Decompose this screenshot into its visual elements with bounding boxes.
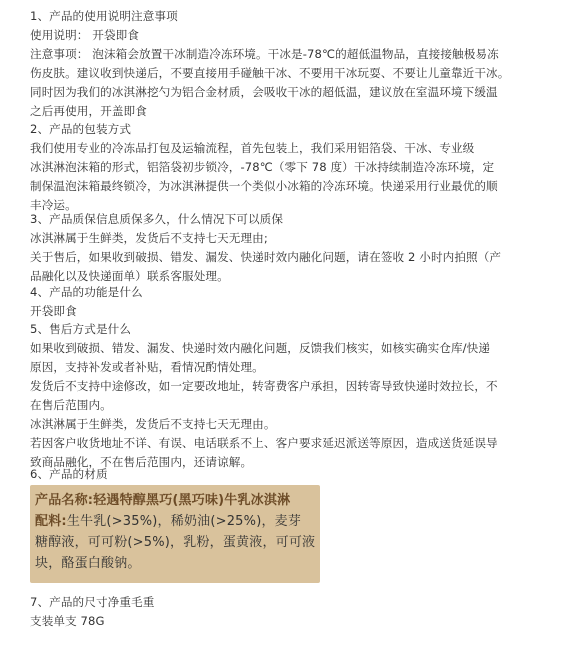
- warranty-line: 关于售后，如果收到破损、错发、漏发、快递时效内融化问题，请在签收 2 小时内拍照（产: [30, 250, 502, 264]
- ingredients-text: 生牛乳(>35%)，稀奶油(>25%)，麦芽: [66, 514, 302, 529]
- ingredients-text: 糖醇液，可可粉(>5%)，乳粉，蛋黄液，可可液: [35, 535, 316, 550]
- card-ingredients-line: [35, 533, 315, 553]
- product-name-value: 轻遇特醇黑巧(黑巧味)牛乳冰淇淋: [93, 493, 291, 508]
- after-sales-line: 发货后不支持中途修改，如一定要改地址，转寄费客户承担，因转寄导致快递时效拉长，不: [30, 379, 498, 393]
- ingredients-label-card: [30, 485, 320, 583]
- function-line: 开袋即食: [30, 304, 77, 318]
- packaging-line: 冰淇淋泡沫箱的形式，铝箔袋初步锁冷，-78℃（零下 78 度）干冰持续制造冷冻环境，定: [30, 160, 495, 174]
- after-sales-line: 冰淇淋属于生鲜类，发货后不支持七天无理由。: [30, 417, 276, 431]
- usage-line: 之后再使用，开盖即食: [30, 104, 147, 118]
- usage-line: 伤皮肤。建议收到快递后，不要直接用手碰触干冰、不要用干冰玩耍、不要让儿童靠近干冰。: [30, 66, 510, 80]
- product-name-label: 产品名称:: [35, 493, 94, 508]
- after-sales-line: 若因客户收货地址不详、有误、电话联系不上、客户要求延迟派送等原因，造成送货延误导: [30, 436, 498, 450]
- packaging-line: 制保温泡沫箱最终锁冷，为冰淇淋提供一个类似小冰箱的冷冻环境。快递采用行业最优的顺: [30, 179, 498, 193]
- usage-line: 使用说明： 开袋即食: [30, 28, 140, 42]
- ingredients-text: 块，酪蛋白酸钠。: [35, 556, 141, 571]
- ingredients-label: 配料:: [35, 514, 67, 529]
- size-line: 支装单支 78G: [30, 614, 105, 628]
- packaging-line: 丰冷运。: [30, 198, 77, 212]
- section-heading-packaging: 2、产品的包装方式: [30, 122, 132, 136]
- card-ingredients-line: [35, 554, 141, 574]
- usage-line: 注意事项： 泡沫箱会放置干冰制造冷冻环境。干冰是-78℃的超低温物品，直接接触极易冻: [30, 47, 499, 61]
- section-heading-usage: 1、产品的使用说明注意事项: [30, 9, 178, 23]
- section-heading-warranty: 3、产品质保信息质保多久，什么情况下可以质保: [30, 212, 284, 226]
- section-heading-material: 6、产品的材质: [30, 467, 108, 481]
- card-ingredients-line: [35, 512, 301, 532]
- after-sales-line: 原因，支持补发或者补贴，看情况酌情处理。: [30, 360, 264, 374]
- after-sales-line: 致商品融化，不在售后范围内，还请谅解。: [30, 455, 253, 469]
- section-heading-after-sales: 5、售后方式是什么: [30, 322, 132, 336]
- section-heading-function: 4、产品的功能是什么: [30, 285, 143, 299]
- section-heading-size: 7、产品的尺寸净重毛重: [30, 595, 155, 609]
- warranty-line: 冰淇淋属于生鲜类，发货后不支持七天无理由;: [30, 231, 268, 245]
- warranty-line: 品融化以及快递面单）联系客服处理。: [30, 269, 229, 283]
- after-sales-line: 在售后范围内。: [30, 398, 112, 412]
- packaging-line: 我们使用专业的冷冻品打包及运输流程，首先包装上，我们采用铝箔袋、干冰、专业级: [30, 141, 475, 155]
- after-sales-line: 如果收到破损、错发、漏发、快递时效内融化问题，反馈我们核实，如核实确实仓库/快递: [30, 341, 491, 355]
- usage-line: 同时因为我们的冰淇淋挖勺为铝合金材质，会吸收干冰的超低温，建议放在室温环境下缓温: [30, 85, 498, 99]
- card-name-line: [35, 491, 290, 511]
